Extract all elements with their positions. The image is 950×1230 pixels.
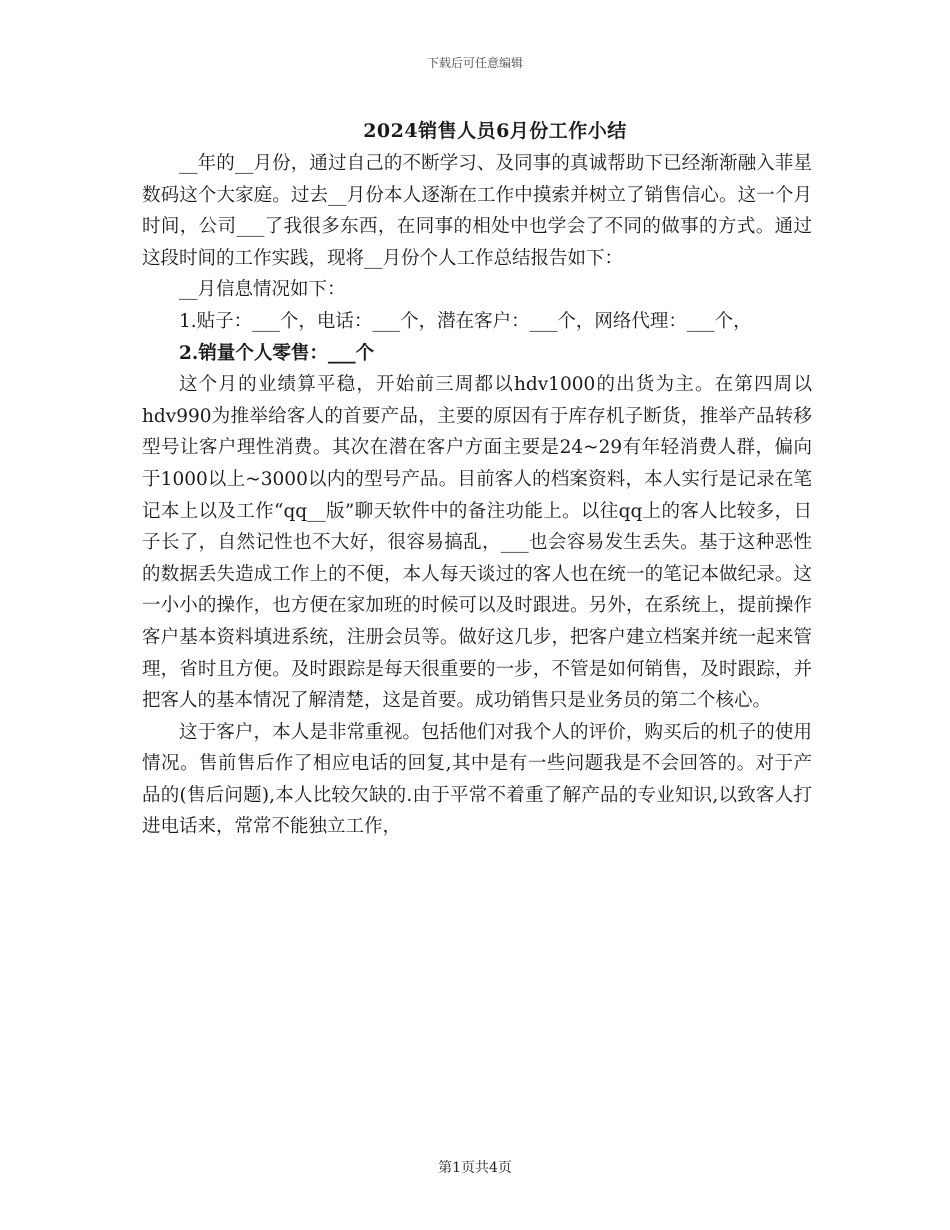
paragraph-info-stats: 1.贴子：___个，电话：___个，潜在客户：___个，网络代理：___个， <box>179 310 752 332</box>
document-title: 2024销售人员6月份工作小结 <box>363 120 627 142</box>
paragraph-customer: 这于客户，本人是非常重视。包括他们对我个人的评价，购买后的机子的使用情况。售前售后作了相应电话的回复,其中是有一些问题我是不会回答的。对于产品的(售后问题),本人比较欠缺的.由于平常不着重了解产品的专业知识,以致客人打进电话来，常常不能独立工作， <box>142 721 812 838</box>
header-note: 下载后可任意编辑 <box>426 56 523 70</box>
paragraph-intro: __年的__月份，通过自己的不断学习、及同事的真诚帮助下已经渐渐融入菲星数码这个大家庭。过去__月份本人逐渐在工作中摸索并树立了销售信心。这一个月时间，公司___了我很多东西，在同事的相处中也学会了不同的做事的方式。通过这段时间的工作实践，现将__月份个人工作总结报告如下： <box>142 153 812 269</box>
paragraph-info-heading: __月信息情况如下： <box>179 279 346 301</box>
document-body <box>142 148 812 843</box>
page-footer: 第1页共4页 <box>438 1160 512 1176</box>
paragraph-sales-detail: 这个月的业绩算平稳，开始前三周都以hdv1000的出货为主。在第四周以hdv990为推举给客人的首要产品，主要的原因有于库存机子断货，推举产品转移型号让客户理性消费。其次在潜在客户方面主要是24~29有年轻消费人群，偏向于1000以上~3000以内的型号产品。目前客人的档案资料，本人实行是记录在笔记本上以及工作“qq__版”聊天软件中的备注功能上。以往qq上的客人比较多，日子长了，自然记性也不大好，很容易搞乱，___也会容易发生丢失。基于这种恶性的数据丢失造成工作上的不便，本人每天谈过的客人也在统一的笔记本做纪录。这一小小的操作，也方便在家加班的时候可以及时跟进。另外，在系统上，提前操作客户基本资料填进系统，注册会员等。做好这几步，把客户建立档案并统一起来管理，省时且方便。及时跟踪是每天很重要的一步，不管是如何销售，及时跟踪，并把客人的基本情况了解清楚，这是首要。成功销售只是业务员的第二个核心。 <box>142 374 812 712</box>
paragraph-sales-heading: 2.销量个人零售：___个 <box>179 342 375 364</box>
